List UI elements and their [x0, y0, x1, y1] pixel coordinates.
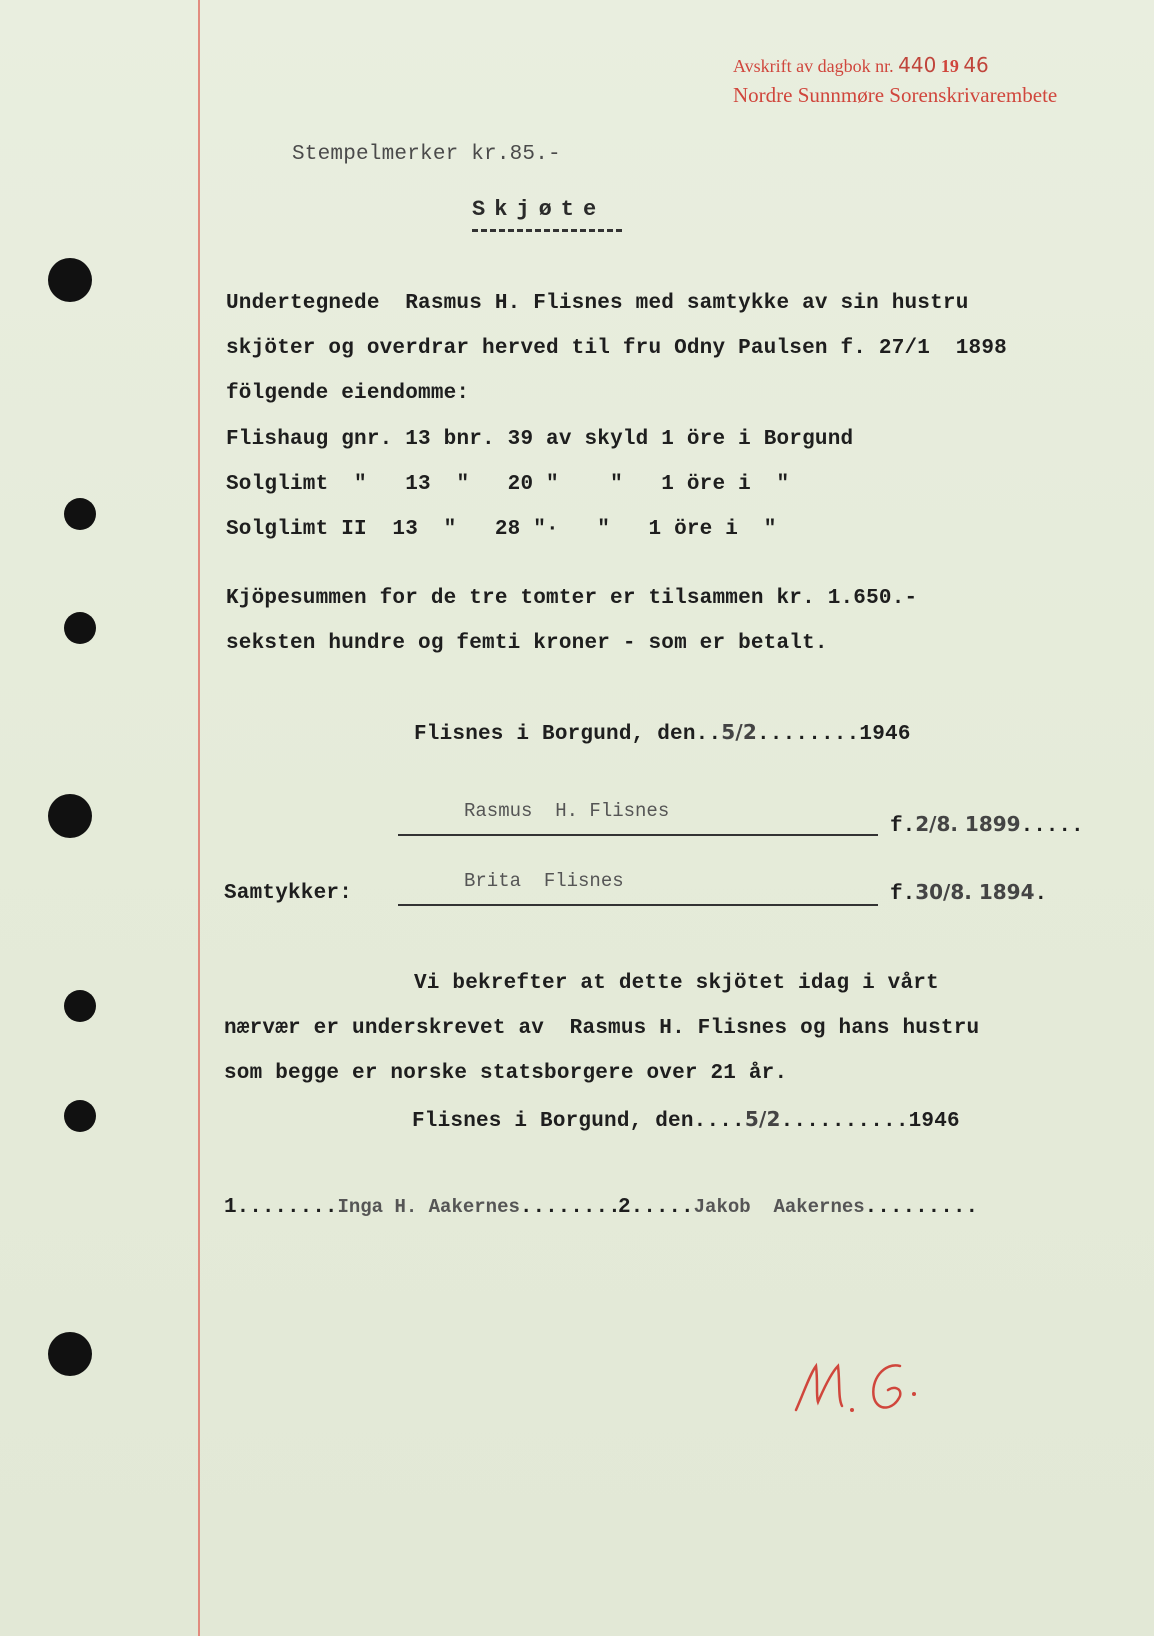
- body-line: Undertegnede Rasmus H. Flisnes med samtykke av sin hustru: [226, 292, 969, 315]
- signature-line: [398, 904, 878, 906]
- red-margin-line: [198, 0, 200, 1636]
- seller-signature: Rasmus H. Flisnes: [464, 800, 670, 822]
- date-suffix: ..........1946: [780, 1110, 960, 1133]
- witness-dots: ....: [643, 1196, 694, 1219]
- witness-dots: ........: [519, 1196, 621, 1219]
- punch-hole: [64, 990, 96, 1022]
- handwritten-date: 5/2: [744, 1107, 781, 1131]
- handwritten-initials: [790, 1352, 950, 1422]
- punch-hole: [48, 258, 92, 302]
- confirmation-line: nærvær er underskrevet av Rasmus H. Flisnes og hans hustru: [224, 1017, 980, 1040]
- property-line: [226, 473, 789, 496]
- body-line: Kjöpesummen for de tre tomter er tilsammen kr. 1.650.-: [226, 587, 918, 610]
- property-details: 13 " 28 "· " 1 öre i ": [366, 518, 777, 541]
- office-stamp: Nordre Sunnmøre Sorenskrivarembete: [733, 83, 1058, 107]
- witness-number: 1.: [224, 1196, 250, 1219]
- witness-dots: .......: [249, 1196, 338, 1219]
- property-line: [226, 428, 853, 451]
- date-line: [412, 1107, 960, 1133]
- property-details: gnr. 13 bnr. 39 av skyld 1 öre i Borgund: [328, 428, 854, 451]
- consent-label: Samtykker:: [224, 882, 353, 905]
- punch-hole: [64, 498, 96, 530]
- witness-dots: .........: [864, 1196, 979, 1219]
- body-line: seksten hundre og femti kroner - som er betalt.: [226, 632, 828, 655]
- spouse-signature: Brita Flisnes: [464, 870, 624, 892]
- punch-hole: [64, 1100, 96, 1132]
- birth-dots: .: [1034, 883, 1048, 906]
- birth-date-field: [890, 880, 1047, 906]
- witness-2: [618, 1196, 978, 1219]
- birth-prefix: f.: [890, 815, 916, 838]
- confirmation-line: Vi bekrefter at dette skjötet idag i vårt: [414, 972, 939, 995]
- birth-prefix: f.: [890, 883, 916, 906]
- witness-number: 2.: [618, 1196, 644, 1219]
- punch-hole: [48, 794, 92, 838]
- stempelmerker-line: Stempelmerker kr.85.-: [292, 143, 561, 166]
- date-prefix: Flisnes i Borgund, den....: [412, 1110, 745, 1133]
- witness-1: [224, 1196, 621, 1219]
- dagbok-stamp: [733, 53, 989, 77]
- stamp-year-suffix: 46: [963, 53, 989, 77]
- dagbok-number: 440: [898, 53, 937, 77]
- stamp-year-prefix: 19: [940, 56, 959, 76]
- birth-date-field: [890, 812, 1084, 838]
- title-underline: [472, 229, 622, 232]
- date-prefix: Flisnes i Borgund, den..: [414, 723, 722, 746]
- confirmation-line: som begge er norske statsborgere over 21 år.: [224, 1062, 788, 1085]
- witness-1-signature: Inga H. Aakernes: [337, 1196, 520, 1218]
- birth-date: 30/8. 1894: [915, 880, 1035, 904]
- body-line: skjöter og overdrar herved til fru Odny Paulsen f. 27/1 1898: [226, 337, 1007, 360]
- date-suffix: ........1946: [757, 723, 911, 746]
- punch-hole: [64, 612, 96, 644]
- handwritten-date: 5/2: [721, 720, 757, 744]
- document-title: Skjøte: [472, 197, 606, 222]
- punch-hole: [48, 1332, 92, 1376]
- property-details: " 13 " 20 " " 1 öre i ": [328, 473, 790, 496]
- property-name: Solglimt II: [226, 518, 367, 541]
- signature-line: [398, 834, 878, 836]
- witness-2-signature: Jakob Aakernes: [693, 1196, 865, 1218]
- property-name: Solglimt: [226, 473, 329, 496]
- stamp-label: Avskrift av dagbok nr.: [733, 56, 894, 76]
- birth-date: 2/8. 1899: [915, 812, 1021, 836]
- property-line: [226, 518, 777, 541]
- birth-dots: .....: [1020, 815, 1084, 838]
- property-name: Flishaug: [226, 428, 329, 451]
- date-line: [414, 720, 911, 746]
- body-line: fölgende eiendomme:: [226, 382, 470, 405]
